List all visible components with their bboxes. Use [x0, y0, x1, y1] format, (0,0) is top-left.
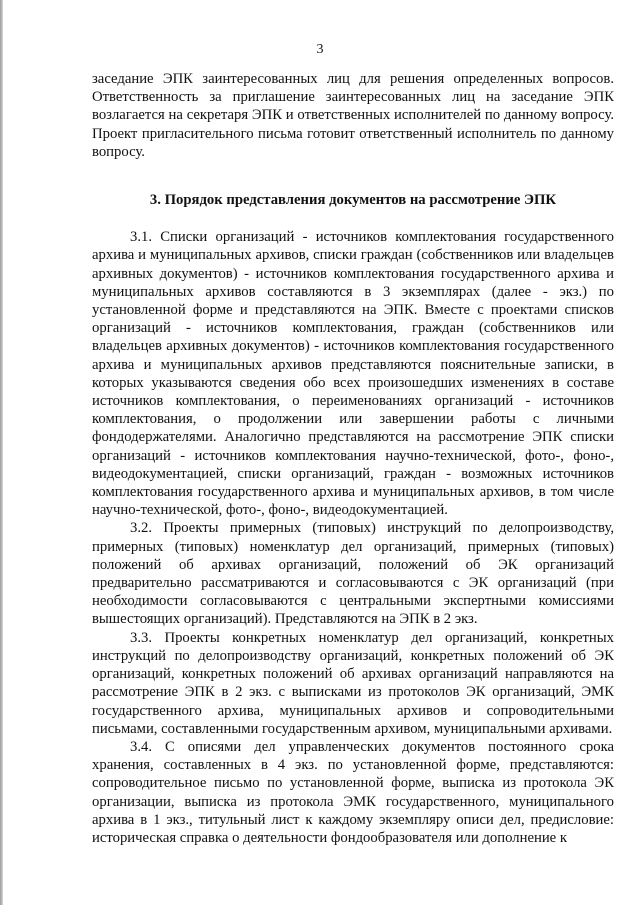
- section-heading: 3. Порядок представления документов на рассмотрение ЭПК: [149, 192, 557, 209]
- paragraph-3-3: 3.3. Проекты конкретных номенклатур дел организаций, конкретных инструкций по делопроизводству организаций, конкретных положений об ЭК организаций, конкретных положений об архивах организаций направляются на рассмотрение ЭПК в 2 экз. с выписками из протоколов ЭК организаций, ЭМК государственного архива, муниципальных архивов и сопроводительными письмами, составленными государственным архивом, муниципальными архивами.: [92, 629, 614, 737]
- spacer: [92, 161, 614, 191]
- paragraph-3-1: 3.1. Списки организаций - источников комплектования государственного архива и муниципальных архивов, списки граждан (собственников или владельцев архивных документов) - источников комплектования государственного архива и муниципальных архивов составляются в 3 экземплярах (далее - экз.) по установленной форме и представляются на ЭПК. Вместе с проектами списков организаций - источников комплектования, граждан (собственников или владельцев архивных документов) - источников комплектования государственного архива и муниципальных архивов представляются пояснительные записки, в которых указываются сведения обо всех произошедших изменениях в составе источников комплектования, о переименованиях организаций - источников комплектования, о продолжении или завершении работы с личными фондодержателями. Аналогично представляются на рассмотрение ЭПК списки организаций - источников комплектования научно-технической, фото-, фоно-, видеодокументацией, списки организаций, граждан - возможных источников комплектования государственного архива и муниципальных архивов, в том числе научно-технической, фото-, фоно-, видеодокументацией.: [92, 229, 614, 519]
- scan-edge: [0, 0, 3, 905]
- document-body: [92, 70, 614, 847]
- paragraph-3-2: 3.2. Проекты примерных (типовых) инструкций по делопроизводству, примерных (типовых) номенклатур дел организаций, примерных (типовых) положений об архивах организаций, положений об ЭК организаций предварительно рассматриваются и согласовываются с ЭК организаций (при необходимости согласовываются с центральными экспертными комиссиями вышестоящих организаций). Представляются на ЭПК в 2 экз.: [92, 520, 614, 628]
- paragraph-3-4: 3.4. С описями дел управленческих документов постоянного срока хранения, составленных в 4 экз. по установленной форме, представляются: сопроводительное письмо по установленной форме, выписка из протокола ЭК организации, выписка из протокола ЭМК государственного, муниципального архива в 1 экз., титульный лист к каждому экземпляру описи дел, предисловие: историческая справка о деятельности фондообразователя или дополнение к: [92, 738, 614, 846]
- paragraph-continuation: заседание ЭПК заинтересованных лиц для решения определенных вопросов. Ответственность за приглашение заинтересованных лиц на заседание ЭПК возлагается на секретаря ЭПК и ответственных исполнителей по данному вопросу. Проект пригласительного письма готовит ответственный исполнитель по данному вопросу.: [92, 71, 614, 160]
- spacer: [92, 209, 614, 228]
- page-number: 3: [316, 42, 324, 57]
